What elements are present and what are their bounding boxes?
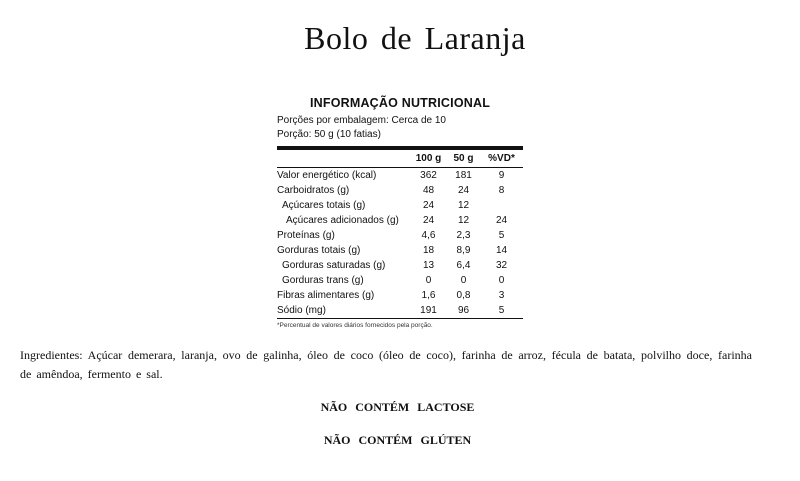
column-header bbox=[277, 150, 410, 168]
nutrient-name: Carboidratos (g) bbox=[277, 185, 350, 196]
value-vd: 8 bbox=[498, 185, 505, 196]
nutrient-name: Gorduras trans (g) bbox=[282, 275, 364, 286]
value-50g: 0,8 bbox=[456, 290, 471, 301]
nutrient-name: Fibras alimentares (g) bbox=[277, 290, 375, 301]
value-vd bbox=[480, 198, 523, 213]
nutrition-table bbox=[277, 150, 523, 319]
value-vd: 5 bbox=[480, 303, 523, 319]
column-header: 50 g bbox=[447, 150, 480, 168]
value-100g: 0 bbox=[425, 275, 432, 286]
value-50g: 181 bbox=[455, 170, 472, 181]
table-row bbox=[277, 258, 523, 273]
value-50g: 8,9 bbox=[456, 245, 471, 256]
nutrient-name: Sódio (mg) bbox=[277, 303, 410, 319]
value-100g: 1,6 bbox=[421, 290, 436, 301]
table-row bbox=[277, 183, 523, 198]
value-100g: 13 bbox=[422, 260, 435, 271]
ingredients-text: Ingredientes: Açúcar demerara, laranja, ovo de galinha, óleo de coco (óleo de coco), farinha de arroz, fécula de batata, polvilho doce, farinha de amêndoa, fermento e sal. bbox=[20, 348, 752, 381]
value-100g: 24 bbox=[422, 200, 435, 211]
column-header: 100 g bbox=[410, 150, 447, 168]
servings-per-package: Porções por embalagem: Cerca de 10 bbox=[277, 115, 446, 126]
value-50g: 2,3 bbox=[456, 230, 471, 241]
table-row bbox=[277, 288, 523, 303]
nutrient-name: Proteínas (g) bbox=[277, 230, 335, 241]
value-50g: 12 bbox=[457, 215, 470, 226]
value-50g: 24 bbox=[457, 185, 470, 196]
nutrient-name: Açúcares totais (g) bbox=[282, 200, 366, 211]
table-row bbox=[277, 168, 523, 184]
table-row bbox=[277, 228, 523, 243]
table-row bbox=[277, 198, 523, 213]
value-vd: 0 bbox=[498, 275, 505, 286]
value-100g: 362 bbox=[420, 170, 437, 181]
nutrition-label bbox=[277, 96, 523, 329]
value-vd: 24 bbox=[495, 215, 508, 226]
table-header-row bbox=[277, 150, 523, 168]
value-100g: 24 bbox=[422, 215, 435, 226]
value-vd: 32 bbox=[495, 260, 508, 271]
value-vd: 9 bbox=[498, 170, 505, 181]
column-header: %VD* bbox=[480, 150, 523, 168]
value-100g: 191 bbox=[410, 303, 447, 319]
serving-size: Porção: 50 g (10 fatias) bbox=[277, 129, 381, 140]
nutrition-footnote: *Percentual de valores diários fornecidos pela porção. bbox=[277, 322, 433, 329]
value-50g: 6,4 bbox=[456, 260, 471, 271]
table-row bbox=[277, 213, 523, 228]
nutrient-name: Gorduras totais (g) bbox=[277, 245, 361, 256]
gluten-free-claim: NÃO CONTÉM GLÚTEN bbox=[323, 433, 472, 447]
value-50g: 96 bbox=[447, 303, 480, 319]
value-vd: 14 bbox=[495, 245, 508, 256]
table-row bbox=[277, 273, 523, 288]
nutrient-name: Açúcares adicionados (g) bbox=[286, 215, 399, 226]
value-vd: 3 bbox=[498, 290, 505, 301]
value-100g: 48 bbox=[422, 185, 435, 196]
value-100g: 4,6 bbox=[421, 230, 436, 241]
nutrient-name: Gorduras saturadas (g) bbox=[282, 260, 386, 271]
table-row bbox=[277, 303, 523, 319]
value-vd: 5 bbox=[498, 230, 505, 241]
nutrient-name: Valor energético (kcal) bbox=[277, 170, 377, 181]
nutrition-label-heading: INFORMAÇÃO NUTRICIONAL bbox=[309, 96, 491, 110]
value-50g: 0 bbox=[460, 275, 467, 286]
value-50g: 12 bbox=[457, 200, 470, 211]
value-100g: 18 bbox=[422, 245, 435, 256]
product-title: Bolo de Laranja bbox=[304, 20, 526, 56]
table-row bbox=[277, 243, 523, 258]
lactose-free-claim: NÃO CONTÉM LACTOSE bbox=[320, 400, 475, 414]
